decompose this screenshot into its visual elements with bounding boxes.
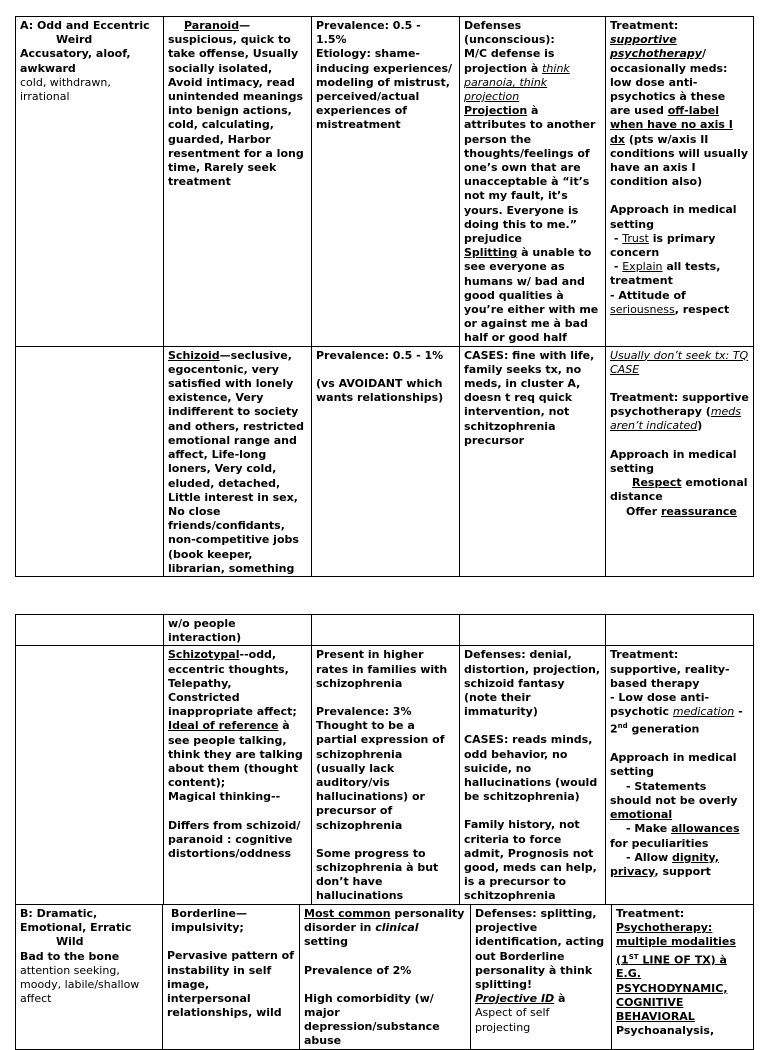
- cluster-b-table: [15, 904, 754, 1050]
- disorder-name: Paranoid: [184, 19, 240, 32]
- group-nickname: Wild: [56, 935, 84, 949]
- comparison-note: (vs AVOIDANT which wants relationships): [316, 376, 444, 405]
- treatment-supportive: supportive psychotherapy: [610, 33, 702, 61]
- disorder-cell: [164, 17, 312, 347]
- projection-term: Projection: [464, 104, 528, 118]
- defenses-cell: [460, 346, 606, 576]
- group-summary: Bad to the bone: [20, 949, 120, 963]
- table-row: [16, 346, 754, 576]
- prevalence: Prevalence: 0.5 - 1%: [316, 348, 444, 362]
- explain-term: Explain: [622, 260, 663, 274]
- treatment-cell: Treatment: Psychotherapy: multiple modalities (1ST LINE OF TX) à E.G. PSYCHODYNAMIC, COGNITIVE BEHAVIORAL Psychoanalysis,: [612, 905, 754, 1050]
- splitting-desc: à unable to see everyone as humans w/ bad and good qualities à you’re either with me or against me à bad half or good half: [464, 246, 599, 345]
- disorder-cell: Borderline—impulsivity; Pervasive pattern of instability in self image, interpersonal relationships, wild: [163, 905, 300, 1050]
- prevalence: Prevalence of 2%: [304, 963, 412, 977]
- defenses-cell: Defenses: splitting, projective identification, acting out Borderline personality à think splitting! Projective ID à Aspect of self projecting: [471, 905, 612, 1050]
- treatment-heading: Treatment:: [610, 19, 679, 32]
- approach-heading: Approach in medical setting: [610, 447, 737, 475]
- table-row: [16, 615, 754, 646]
- cluster-a-continued-table: [15, 614, 754, 905]
- prevalence: Prevalence: 0.5 - 1.5%: [316, 19, 421, 47]
- approach-heading: Approach in medical setting: [610, 203, 737, 231]
- table-row: [16, 646, 754, 904]
- treatment-note: Usually don’t seek tx: TQ CASE: [610, 348, 749, 376]
- prevalence-cell: Present in higher rates in families with schizophrenia Prevalence: 3% Thought to be a partial expression of schizophrenia (usually lack auditory/vis hallucinations) or precursor of schizophrenia Some progress to schizophrenia à but don’t have hallucinations: [312, 646, 460, 904]
- attitude-text: - Attitude of: [610, 288, 686, 302]
- cases-text: CASES: fine with life, family seeks tx, no meds, in cluster A, doesn t req quick intervention, not schitzophrenia precursor: [464, 348, 595, 447]
- prevalence-cell: Most common personality disorder in clinical setting Prevalence of 2% High comorbidity (w/ major depression/substance abuse: [300, 905, 471, 1050]
- prevalence-cell: [312, 346, 460, 576]
- treatment-meds: meds aren’t indicated: [610, 405, 742, 433]
- reassurance-term: reassurance: [660, 504, 737, 518]
- respect-rest: emotional distance: [610, 476, 748, 504]
- group-cell: [16, 17, 164, 347]
- disorder-name: Borderline—impulsivity;: [171, 907, 247, 935]
- treatment-cell: Usually don’t seek tx: TQ CASE Treatment: supportive psychotherapy (meds aren’t indicated) Approach in medical setting Respect emotional distance Offer reassurance: [606, 346, 754, 576]
- respect-term: Respect: [632, 476, 682, 490]
- defenses-think: think paranoia, think projection: [464, 61, 570, 104]
- defenses-heading: Defenses (unconscious):: [464, 19, 555, 47]
- treatment-rest: (pts w/axis II conditions will usually have an axis I condition also): [610, 132, 748, 189]
- prevalence-cell: [312, 17, 460, 347]
- respect-text: , respect: [674, 302, 730, 316]
- disorder-name: Schizoid: [168, 348, 220, 362]
- projection-desc: à attributes to another person the thoughts/feelings of one’s own that are unacceptable à “it’s not my fault, it’s yours. Everyone is doing this to me.” prejudice: [464, 104, 596, 246]
- continued-text: w/o people interaction): [164, 615, 312, 646]
- ideal-term: Ideal of reference: [168, 719, 279, 733]
- treatment-cell: Treatment: supportive, reality-based therapy - Low dose anti-psychotic medication - 2nd generation Approach in medical setting - Statements should not be overly emotional - Make allowances for peculiarities - Allow dignity, privacy, support: [606, 646, 754, 904]
- defenses-text: M/C defense is projection à: [464, 47, 555, 75]
- treatment-text: / occasionally meds: low dose anti-psychotics à these are used: [610, 47, 728, 118]
- defenses-cell: [460, 17, 606, 347]
- group-summary: Accusatory, aloof, awkward: [20, 47, 131, 75]
- trust-rest: is primary concern: [610, 231, 716, 260]
- cluster-a-table: [15, 16, 754, 577]
- treatment-cell: Treatment: supportive psychotherapy/ occasionally meds: low dose anti-psychotics à these are used off-label when have no axis I dx (pts w/axis II conditions will usually have an axis I condition also) Approach in medical setting - Trust is primary concern - Explain all tests, treatment - Attitude of seriousness, respect: [606, 17, 754, 347]
- table-row: [16, 17, 754, 347]
- prevalence: Prevalence: 3%: [316, 705, 412, 719]
- group-nickname: Weird: [56, 33, 93, 47]
- table-row: [16, 905, 754, 1050]
- seriousness-term: seriousness: [610, 302, 675, 316]
- disorder-description: —seclusive, egocentonic, very satisfied with lonely existence, Very indifferent to society and others, restricted emotional range and affect, Life-long loners, Very cold, eluded, detached, Little interest in sex, No close friends/confidants, non-competitive jobs (book keeper, librarian, something: [168, 348, 305, 575]
- etiology: Etiology: shame-inducing experiences/ modeling of mistrust, perceived/actual experiences of mistreatment: [316, 47, 453, 132]
- splitting-term: Splitting: [464, 246, 518, 260]
- disorder-cell: Schizotypal--odd, eccentric thoughts, Telepathy, Constricted inappropriate affect; Ideal of reference à see people talking, think they are talking about them (thought content); Magical thinking-- Differs from schizoid/ paranoid : cognitive distortions/oddness: [164, 646, 312, 904]
- group-cell-empty: [16, 346, 164, 576]
- disorder-name: Schizotypal: [168, 648, 240, 662]
- disorder-description: —suspicious, quick to take offense, Usually socially isolated, Avoid intimacy, read unintended meanings into benign actions, cold, calculating, guarded, Harbor resentment for a long time, Rarely seek treatment: [168, 19, 304, 189]
- group-title: B: Dramatic, Emotional, Erratic: [20, 907, 132, 935]
- treatment-offlabel: off-label when have no axis I dx: [610, 104, 733, 146]
- group-traits: cold, withdrawn, irrational: [20, 75, 111, 104]
- disorder-cell: [164, 346, 312, 576]
- defenses-cell: Defenses: denial, distortion, projection, schizoid fantasy (note their immaturity) CASES: reads minds, odd behavior, no suicide, no hallucinations (would be schitzophrenia) Family history, not criteria to force admit, Prognosis not good, meds can help, is a precursor to schitzophrenia: [460, 646, 606, 904]
- treatment-text: Treatment: supportive psychotherapy (: [610, 391, 749, 419]
- group-traits: attention seeking, moody, labile/shallow affect: [20, 963, 140, 1006]
- group-cell: [16, 905, 163, 1050]
- explain-rest: all tests, treatment: [610, 260, 721, 288]
- trust-term: Trust: [622, 231, 649, 245]
- group-title: A: Odd and Eccentric: [20, 19, 150, 32]
